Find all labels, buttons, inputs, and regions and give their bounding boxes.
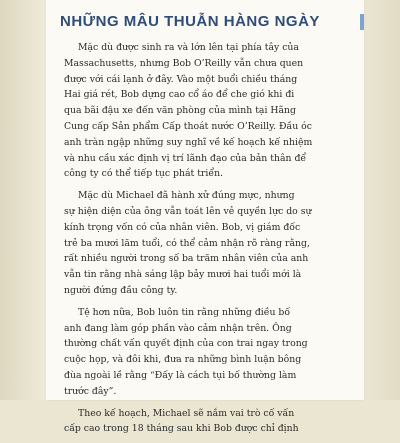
text-line: trẻ ba mươi lăm tuổi, có thể cảm nhận rõ ràng rằng, (64, 237, 310, 249)
text-line: công ty có thể tiếp tục phát triển. (64, 168, 224, 180)
text-line: Mặc dù Michael đã hành xử đúng mực, nhưng (78, 190, 295, 202)
text-line: trước đây”. (64, 385, 117, 397)
paragraph-1 (64, 40, 354, 182)
page-body (64, 40, 354, 443)
paragraph-4 (64, 406, 354, 438)
book-page (46, 0, 364, 435)
text-line: kính trọng vốn có của nhân viên. Bob, vị giám đốc (64, 221, 301, 233)
text-line: vẫn tin rằng nhà sáng lập bảy mươi hai tuổi mới là (64, 269, 302, 281)
text-line: và nhu cầu xác định vị trí lãnh đạo của bản thân để (64, 152, 307, 164)
paragraph-3 (64, 305, 354, 400)
text-line: cuộc họp, và đôi khi, đưa ra những bình luận bông (64, 354, 302, 366)
paragraph-2 (64, 188, 354, 299)
text-line: thường chất vấn quyết định của con trai ngay trong (64, 338, 308, 350)
text-line: Massachusetts, nhưng Bob O’Reilly vẫn chưa quen (64, 57, 304, 69)
chapter-heading: NHỮNG MÂU THUẪN HÀNG NGÀY (60, 13, 320, 30)
text-line: được với cái lạnh ở đây. Vào một buổi chiều tháng (64, 73, 298, 85)
text-line: anh tràn ngập những suy nghĩ về kế hoạch kế nhiệm (64, 136, 313, 148)
text-line: Mặc dù được sinh ra và lớn lên tại phía tây của (78, 42, 299, 53)
text-line: người đứng đầu công ty. (64, 284, 178, 296)
text-line: Tệ hơn nữa, Bob luôn tin rằng những điều bố (78, 306, 291, 318)
text-line: Cung cấp Sản phẩm Cấp thoát nước O’Reilly. Đầu óc (64, 120, 312, 132)
text-line: rất nhiều người trong số ba trăm nhân viên của anh (64, 253, 309, 265)
text-line: anh đang làm góp phần vào cảm nhận trên. Ông (64, 322, 292, 334)
book-edge-right (364, 0, 400, 400)
text-line: Theo kế hoạch, Michael sẽ nắm vai trò cố vấn (78, 407, 295, 419)
text-line: Hai giá rét, Bob dựng cao cổ áo để che gió khi đi (64, 89, 295, 101)
text-line: cấp cao trong 18 tháng sau khi Bob được chỉ định (64, 423, 299, 435)
next-page-bleed (360, 14, 364, 30)
book-gutter-left (0, 0, 46, 400)
text-line: qua bãi đậu xe đến văn phòng của mình tại Hãng (64, 105, 296, 117)
text-line: sự hiện diện của ông vẫn toát lên vẻ quyền lực do sự (64, 205, 312, 217)
text-line: đùa ngoài lề rằng “Đấy là cách tụi bố thường làm (64, 369, 297, 381)
